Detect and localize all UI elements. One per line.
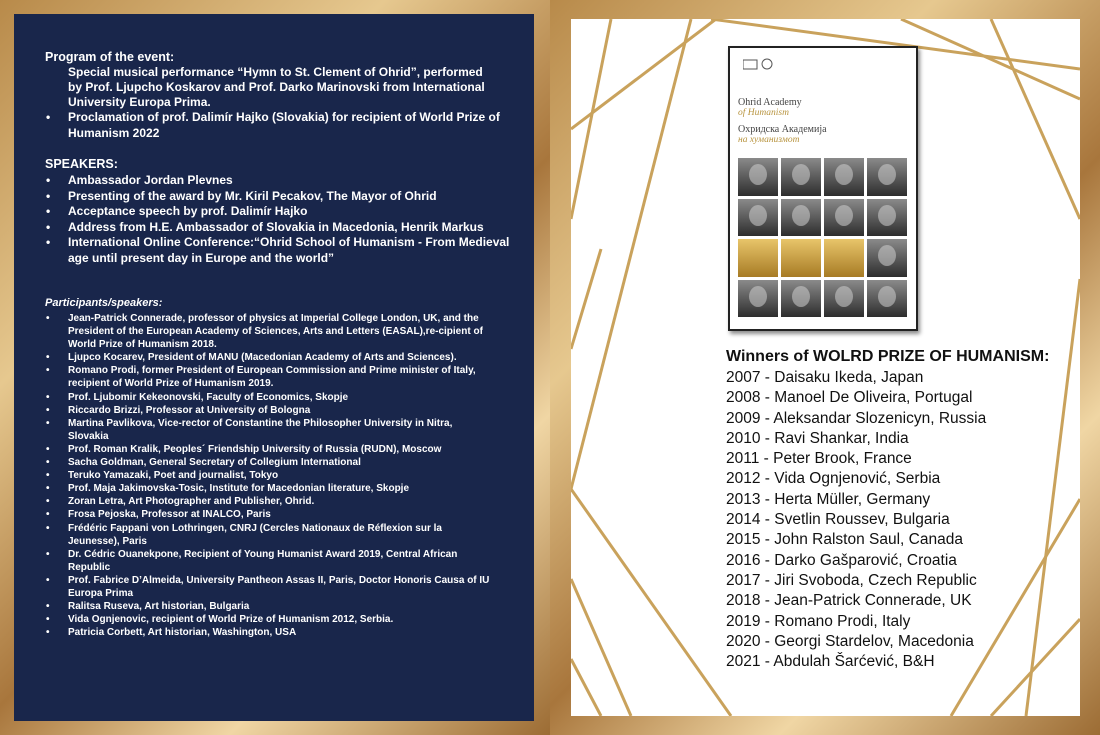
speaker-item: • International Online Conference:“Ohrid School of Humanism - From Medieval age until present day in Europe and the world” bbox=[46, 235, 511, 266]
book-title-en-sub: of Humanism bbox=[738, 108, 789, 118]
speaker-item: • Ambassador Jordan Plevnes bbox=[46, 173, 511, 189]
program-line: University Europa Prima. bbox=[68, 95, 211, 109]
book-title-mk: Охридска Академија bbox=[738, 124, 827, 135]
participant-item: • Teruko Yamazaki, Poet and journalist, Tokyo bbox=[46, 469, 491, 482]
winner-item: 2018 - Jean-Patrick Connerade, UK bbox=[726, 592, 972, 610]
winner-item: 2019 - Romano Prodi, Italy bbox=[726, 612, 911, 630]
program-line: Special musical performance “Hymn to St. Clement of Ohrid”, performed bbox=[68, 65, 483, 79]
winners-title: Winners of WOLRD PRIZE OF HUMANISM: bbox=[726, 348, 1050, 365]
participant-item: • Martina Pavlikova, Vice-rector of Constantine the Philosopher University in Nitra, Slovakia bbox=[46, 417, 491, 443]
landscape-photo bbox=[781, 239, 821, 277]
speakers-list bbox=[46, 173, 511, 266]
winner-item: 2015 - John Ralston Saul, Canada bbox=[726, 531, 963, 549]
landscape-photo bbox=[738, 239, 778, 277]
portrait-photo bbox=[867, 199, 907, 237]
winner-item: 2007 - Daisaku Ikeda, Japan bbox=[726, 369, 924, 386]
program-bullets bbox=[46, 110, 511, 141]
book-title-mk-sub: на хуманизмот bbox=[738, 135, 800, 145]
portrait-photo bbox=[867, 239, 907, 277]
winner-item: 2016 - Darko Gašparović, Croatia bbox=[726, 551, 957, 569]
participant-item: • Vida Ognjenovic, recipient of World Prize of Humanism 2012, Serbia. bbox=[46, 613, 491, 626]
portrait-photo bbox=[781, 158, 821, 196]
winner-item: 2012 - Vida Ognjenović, Serbia bbox=[726, 470, 941, 488]
portrait-photo bbox=[824, 199, 864, 237]
book-cover bbox=[728, 46, 918, 331]
participant-item: • Zoran Letra, Art Photographer and Publisher, Ohrid. bbox=[46, 495, 491, 508]
speaker-item: • Presenting of the award by Mr. Kiril Pecakov, The Mayor of Ohrid bbox=[46, 189, 511, 205]
participant-item: • Prof. Ljubomir Kekeonovski, Faculty of Economics, Skopje bbox=[46, 391, 491, 404]
participant-item: • Riccardo Brizzi, Professor at University of Bologna bbox=[46, 404, 491, 417]
participants-list bbox=[46, 312, 491, 639]
participant-item: • Prof. Maja Jakimovska-Tosic, Institute for Macedonian literature, Skopje bbox=[46, 482, 491, 495]
portrait-grid bbox=[738, 158, 908, 320]
participant-item: • Jean-Patrick Connerade, professor of physics at Imperial College London, UK, and the President of the European Academy of Sciences, Arts and Letters (EASAL),re-cipient of World Prize of Humanism 2018. bbox=[46, 312, 491, 351]
portrait-photo bbox=[738, 158, 778, 196]
winner-item: 2014 - Svetlin Roussev, Bulgaria bbox=[726, 511, 950, 529]
winner-item: 2010 - Ravi Shankar, India bbox=[726, 429, 909, 447]
portrait-photo bbox=[738, 199, 778, 237]
participant-item: • Dr. Cédric Ouanekpone, Recipient of Young Humanist Award 2019, Central African Republic bbox=[46, 548, 491, 574]
program-bullet: • Proclamation of prof. Dalimír Hajko (Slovakia) for recipient of World Prize of Humanism 2022 bbox=[46, 110, 511, 141]
winners-panel bbox=[571, 19, 1080, 716]
winner-item: 2021 - Abdulah Šarćević, B&H bbox=[726, 653, 935, 671]
portrait-photo bbox=[781, 280, 821, 318]
portrait-photo bbox=[781, 199, 821, 237]
portrait-photo bbox=[824, 158, 864, 196]
portrait-photo bbox=[738, 280, 778, 318]
program-heading: Program of the event: bbox=[45, 50, 175, 64]
participant-item: • Ljupco Kocarev, President of MANU (Macedonian Academy of Arts and Sciences). bbox=[46, 351, 491, 364]
speakers-heading: SPEAKERS: bbox=[45, 157, 118, 171]
participant-item: • Frosa Pejoska, Professor at INALCO, Paris bbox=[46, 508, 491, 521]
book-title-en: Ohrid Academy bbox=[738, 97, 802, 108]
winner-item: 2011 - Peter Brook, France bbox=[726, 450, 912, 468]
program-panel bbox=[14, 14, 534, 721]
participant-item: • Ralitsa Ruseva, Art historian, Bulgaria bbox=[46, 600, 491, 613]
winners-list bbox=[726, 368, 986, 672]
winner-item: 2020 - Georgi Stardelov, Macedonia bbox=[726, 632, 974, 650]
participant-item: • Frédéric Fappani von Lothringen, CNRJ (Cercles Nationaux de Réflexion sur la Jeunesse), Paris bbox=[46, 522, 491, 548]
speaker-item: • Acceptance speech by prof. Dalimír Hajko bbox=[46, 204, 511, 220]
participant-item: • Romano Prodi, former President of European Commission and Prime minister of Italy, recipient of World Prize of Humanism 2019. bbox=[46, 364, 491, 390]
winner-item: 2013 - Herta Müller, Germany bbox=[726, 490, 931, 508]
winner-item: 2009 - Aleksandar Slozenicyn, Russia bbox=[726, 409, 987, 427]
landscape-photo bbox=[824, 239, 864, 277]
program-line: by Prof. Ljupcho Koskarov and Prof. Darko Marinovski from International bbox=[68, 80, 485, 94]
participant-item: • Patricia Corbett, Art historian, Washington, USA bbox=[46, 626, 491, 639]
portrait-photo bbox=[824, 280, 864, 318]
participant-item: • Prof. Roman Kralik, Peoples´ Friendship University of Russia (RUDN), Moscow bbox=[46, 443, 491, 456]
winner-item: 2017 - Jiri Svoboda, Czech Republic bbox=[726, 571, 977, 589]
unesco-logo-icon bbox=[743, 58, 781, 70]
participant-item: • Prof. Fabrice D’Almeida, University Pantheon Assas II, Paris, Doctor Honoris Causa of IU Europa Prima bbox=[46, 574, 491, 600]
portrait-photo bbox=[867, 158, 907, 196]
portrait-photo bbox=[867, 280, 907, 318]
participants-heading: Participants/speakers: bbox=[45, 297, 163, 309]
participant-item: • Sacha Goldman, General Secretary of Collegium International bbox=[46, 456, 491, 469]
winner-item: 2008 - Manoel De Oliveira, Portugal bbox=[726, 389, 973, 407]
speaker-item: • Address from H.E. Ambassador of Slovakia in Macedonia, Henrik Markus bbox=[46, 220, 511, 236]
